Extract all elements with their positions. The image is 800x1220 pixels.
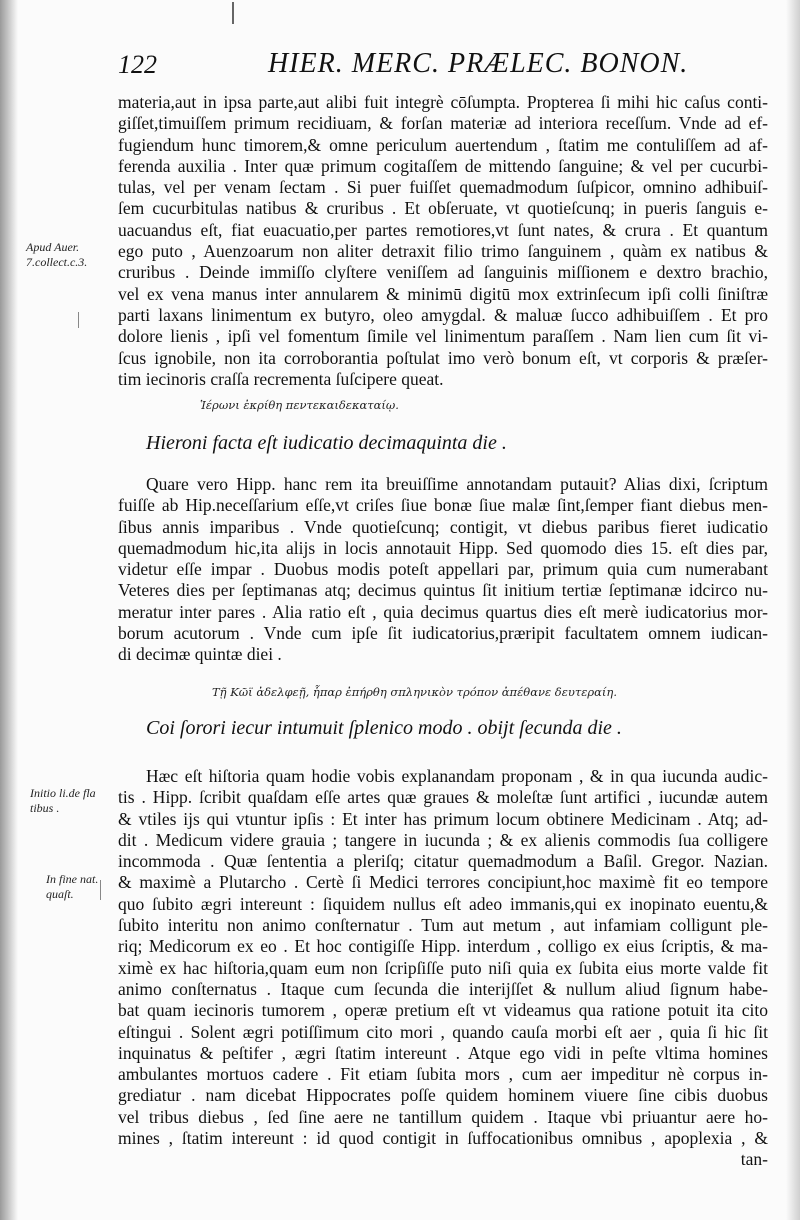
- text-line: eſtingui . Solent ægri potiſſimum cito mori , quando cauſa morbi eſt aer , quia ſi hic ſit: [118, 1021, 768, 1042]
- text-line: ſcus ignobile, non ita corroborantia poſtulat imo verò bonum eſt, vt corporis & præſer-: [118, 347, 768, 368]
- binding-shadow: [0, 0, 18, 1220]
- text-line: ambulantes mortuos cadere . Fit etiam ſubita mors , cum aer impeditur nè corpus in-: [118, 1064, 768, 1085]
- text-line: vel ex vena manus inter annularem & minimū digitū mox extrinſecum ipſi colli ſiniſtræ: [118, 283, 768, 304]
- text-line: Quare vero Hipp. hanc rem ita breuiſſime annotandam putauit? Alias dixi, ſcriptum: [146, 474, 768, 494]
- margin-note-2: Initio li.de fla tibus .: [30, 786, 96, 815]
- section-heading-1: Hieroni facta eſt iudicatio decimaquinta die .: [146, 432, 507, 454]
- text-line: parti laxans linimentum ex butyro, oleo amygdal. & maluæ ſucco adhibuiſſem . Et pro: [118, 304, 768, 325]
- margin-ink-stroke: [100, 880, 101, 900]
- text-line: bat quam iecinoris tumorem , operæ pretium eſt vt videamus qua ratione potuit ita cito: [118, 1000, 768, 1021]
- paragraph-1: [118, 92, 768, 390]
- text-line: quemadmodum hic,ita alijs in locis annotauit Hipp. Sed quomodo dies 15. eſt dies par,: [118, 537, 768, 558]
- text-line: & maximè a Plutarcho . Certè ſi Medici terrores concipiunt,hoc maximè fit eo tempore: [118, 872, 768, 893]
- text-line: ſem cucurbitulas natibus & cruribus . Et obſeruate, vt quotieſcunq; in pueris ſanguis e-: [118, 198, 768, 219]
- greek-lemma-1: Ἱέρωνι ἐκρίθη πεντεκαιδεκαταίῳ.: [200, 398, 399, 412]
- text-line: tis . Hipp. ſcribit quaſdam eſſe artes quæ graues & moleſtæ ſunt artifici , iucundæ autem: [118, 787, 768, 808]
- text-line: vel tribus diebus , ſed ſine aere ne tantillum quidem . Itaque vbi priuantur aere ho-: [118, 1106, 768, 1127]
- margin-ink-stroke: [78, 312, 79, 328]
- text-line: incommoda . Quæ ſententia a pleriſq; citatur quemadmodum a Baſil. Gregor. Nazian.: [118, 851, 768, 872]
- text-line: Veteres dies per ſeptimanas atq; decimus quintus ſit initium tertiæ ſeptimanæ idcirco nu-: [118, 580, 768, 601]
- text-line: di decimæ quintæ diei .: [118, 644, 282, 665]
- greek-lemma-2: Τῇ Κῶϊ ἀδελφεῇ, ἧπαρ ἐπήρθη σπληνικὸν τρόπον ἀπέθανε δευτεραίη.: [212, 685, 617, 699]
- text-line: fugiendum hunc timorem,& omne periculum auertendum , ſtatim me contuliſſem ad af-: [118, 134, 768, 155]
- text-line: dolore lienis , ipſi vel fomentum ſimile vel linimentum paraſſem . Nam lien cum ſit vi-: [118, 326, 768, 347]
- text-line: ximè ex hac hiſtoria,quam eum non ſcripſiſſe puto niſi quia ex ſubita eius morte valde fit: [118, 957, 768, 978]
- page-edge-shadow: [786, 0, 800, 1220]
- text-line: giſſet,timuiſſem primum recidiuam, & forſan materiæ ad interiora receſſum. Vnde ad ef-: [118, 113, 768, 134]
- paragraph-2: [118, 474, 768, 666]
- text-line: ſubito interitu non animo conſternatur . Tum aut metum , aut infamiam colligunt ple-: [118, 915, 768, 936]
- text-line: grediatur . nam dicebat Hippocrates poſſe quidem hominem viuere ſine cibis duobus: [118, 1085, 768, 1106]
- text-line: fuiſſe ab Hip.neceſſarium eſſe,vt criſes ſiue bonæ ſiue malæ ſint,ſemper fiant diebus men-: [118, 495, 768, 516]
- text-line: animo conſternatus . Itaque cum ſecunda die interijſſet & nullum aliud ſignum habe-: [118, 978, 768, 999]
- text-line: uacuandus eſt, fiat euacuatio,per partes remotiores,vt ſunt nates, & crura . Et quantum: [118, 219, 768, 240]
- page-number: 122: [118, 50, 157, 79]
- catchword: tan-: [740, 1149, 768, 1170]
- text-line: riq; Medicorum ex eo . Et hoc contigiſſe Hipp. interdum , colligo ex eius ſcriptis, & ma-: [118, 936, 768, 957]
- text-line: mines , ſtatim intereunt : id quod contigit in ſuffocationibus omnibus , apoplexia , &: [118, 1128, 768, 1149]
- text-line: materia,aut in ipsa parte,aut alibi fuit integrè cōſumpta. Propterea ſi mihi hic caſus conti-: [118, 92, 768, 112]
- margin-note-1: Apud Auer. 7.collect.c.3.: [26, 240, 88, 269]
- text-line: borum acutorum . Vnde cum ipſe ſit iudicatorius,præripit facultatem omnem iudican-: [118, 623, 768, 644]
- text-line: & vtiles ijs qui vtuntur ipſis : Et inter has primum locum obtinere Medicinam . Atq; ad-: [118, 808, 768, 829]
- text-line: tulas, vel per venam ſectam . Si puer fuiſſet quemadmodum ſuſpicor, omnino adhibuiſ-: [118, 177, 768, 198]
- text-line: videtur eſſe impar . Duobus modis poteſt appellari par, primum quia cum numerabant: [118, 559, 768, 580]
- text-line: inquinatus & peſtifer , ægri ſtatim intereunt . Atque ego vidi in peſte vltima homines: [118, 1042, 768, 1063]
- text-line: dit . Medicum videre grauia ; tangere in iucunda ; & ex alienis commodis ſua colligere: [118, 829, 768, 850]
- text-line: ego puto , Auenzoarum non aliter detraxit filio trimo ſanguinem , quàm ex natibus &: [118, 241, 768, 262]
- margin-note-3: In fine nat. quaſt.: [46, 872, 99, 901]
- section-heading-2: Coi ſorori iecur intumuit ſplenico modo . obijt ſecunda die .: [146, 717, 622, 739]
- text-line: ferenda auxilia . Inter quæ primum cogitaſſem de mittendo ſanguine; & vel per cucurbi-: [118, 155, 768, 176]
- paragraph-3: [118, 766, 768, 1171]
- running-head: HIER. MERC. PRÆLEC. BONON.: [268, 48, 689, 79]
- page-header: [118, 44, 708, 84]
- text-line: quo ſubito ægri intereunt : ſiquidem nullus eſt adeo immanis,qui ex inopinato euentu,&: [118, 893, 768, 914]
- text-line: tim iecinoris craſſa recrementa ſuſcipere queat.: [118, 368, 444, 389]
- top-ink-mark: [232, 2, 234, 24]
- text-line: Hæc eſt hiſtoria quam hodie vobis explanandam proponam , & in qua iucunda audic-: [146, 766, 768, 786]
- text-line: meratur inter pares . Alia ratio eſt , quia decimus quartus dies eſt merè iudicatorius mor-: [118, 601, 768, 622]
- text-line: cruribus . Deinde immiſſo clyſtere veniſſem ad ſanguinis miſſionem e dextro brachio,: [118, 262, 768, 283]
- text-line: ſibus annis imparibus . Vnde quotieſcunq; contigit, vt diebus paribus fieret iudicatio: [118, 516, 768, 537]
